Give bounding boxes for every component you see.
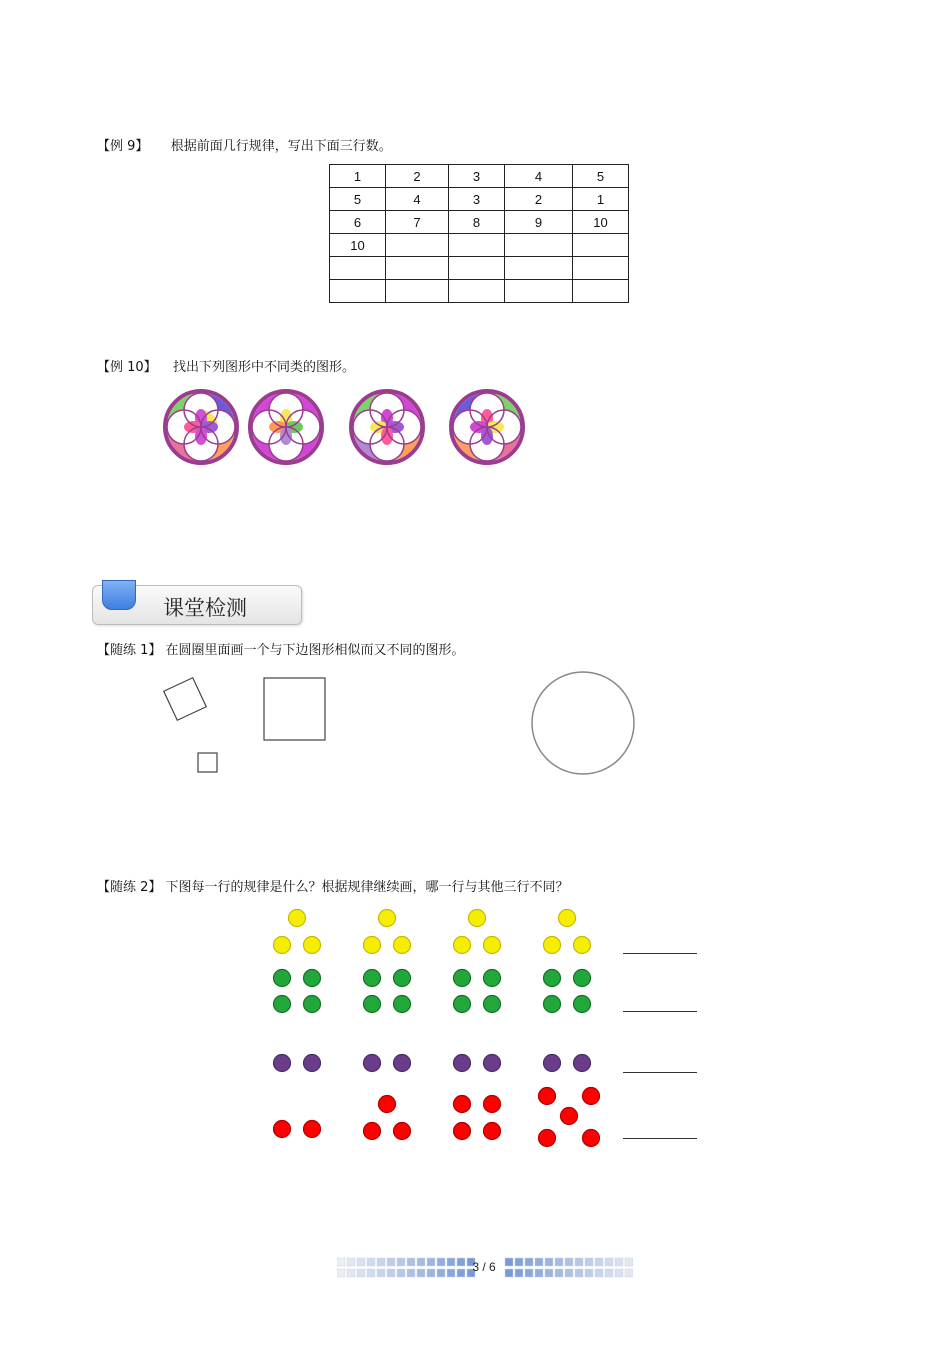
pattern-dot bbox=[364, 970, 381, 987]
pattern-dot bbox=[574, 937, 591, 954]
example-10-label: 【例 10】 bbox=[97, 360, 157, 375]
answer-circle[interactable] bbox=[532, 672, 634, 774]
pattern-dot bbox=[304, 1121, 321, 1138]
small-square-shape bbox=[198, 753, 217, 772]
table-cell: 2 bbox=[386, 165, 449, 188]
table-cell[interactable] bbox=[386, 234, 449, 257]
pager-square bbox=[367, 1258, 375, 1266]
pattern-dot bbox=[484, 996, 501, 1013]
example-9-label: 【例 9】 bbox=[97, 139, 149, 154]
table-cell[interactable] bbox=[505, 280, 573, 303]
table-row bbox=[330, 280, 629, 303]
pattern-dot bbox=[454, 1123, 471, 1140]
pattern-dot bbox=[304, 937, 321, 954]
pattern-dot bbox=[304, 996, 321, 1013]
pager-square bbox=[357, 1269, 365, 1277]
pager-square bbox=[407, 1269, 415, 1277]
pattern-dot bbox=[469, 910, 486, 927]
table-cell[interactable] bbox=[505, 257, 573, 280]
pager-square bbox=[625, 1258, 633, 1266]
pattern-dot bbox=[304, 1055, 321, 1072]
example-10-text: 找出下列图形中不同类的图形。 bbox=[172, 360, 355, 375]
pager-square bbox=[605, 1258, 613, 1266]
pattern-dot bbox=[544, 970, 561, 987]
table-row bbox=[330, 257, 629, 280]
pattern-dot bbox=[274, 937, 291, 954]
pager-square bbox=[605, 1269, 613, 1277]
table-cell: 7 bbox=[386, 211, 449, 234]
pattern-dot bbox=[574, 970, 591, 987]
table-cell: 5 bbox=[573, 165, 629, 188]
pattern-dot bbox=[454, 970, 471, 987]
pattern-dot bbox=[574, 1055, 591, 1072]
pattern-dot bbox=[539, 1130, 556, 1147]
example-10-heading bbox=[97, 360, 355, 376]
drill-2-label: 【随练 2】 bbox=[97, 880, 162, 895]
table-cell[interactable] bbox=[330, 257, 386, 280]
pattern-dot bbox=[364, 996, 381, 1013]
answer-line-row-3[interactable] bbox=[623, 1072, 697, 1073]
pattern-dot bbox=[484, 1096, 501, 1113]
number-pattern-table bbox=[329, 164, 629, 303]
pattern-dot bbox=[574, 996, 591, 1013]
pattern-dot bbox=[364, 1055, 381, 1072]
answer-line-row-4[interactable] bbox=[623, 1138, 697, 1139]
pager-square bbox=[427, 1258, 435, 1266]
pattern-dot bbox=[484, 1123, 501, 1140]
pager-square bbox=[447, 1269, 455, 1277]
pager-square bbox=[625, 1269, 633, 1277]
table-cell: 3 bbox=[449, 188, 505, 211]
tilted-square-shape bbox=[164, 678, 207, 721]
pattern-dot bbox=[289, 910, 306, 927]
pattern-dot bbox=[274, 996, 291, 1013]
section-title: 课堂检测 bbox=[163, 596, 247, 620]
pattern-dot bbox=[454, 1055, 471, 1072]
page-indicator bbox=[337, 1257, 633, 1279]
pattern-dot bbox=[544, 996, 561, 1013]
drill-1-text: 在圆圈里面画一个与下边图形相似而又不同的图形。 bbox=[165, 643, 465, 658]
pattern-dot bbox=[379, 1096, 396, 1113]
table-cell[interactable] bbox=[573, 280, 629, 303]
pager-square bbox=[447, 1258, 455, 1266]
pager-square bbox=[555, 1258, 563, 1266]
flower-figure-3 bbox=[351, 391, 423, 463]
table-cell: 5 bbox=[330, 188, 386, 211]
pager-square bbox=[545, 1269, 553, 1277]
pager-square bbox=[535, 1269, 543, 1277]
pager-square bbox=[347, 1258, 355, 1266]
pattern-dot bbox=[583, 1130, 600, 1147]
pager-square bbox=[377, 1269, 385, 1277]
pager-square bbox=[367, 1269, 375, 1277]
pager-square bbox=[407, 1258, 415, 1266]
table-cell[interactable] bbox=[449, 280, 505, 303]
pager-square bbox=[397, 1269, 405, 1277]
table-cell: 10 bbox=[330, 234, 386, 257]
table-cell: 1 bbox=[573, 188, 629, 211]
pager-square bbox=[437, 1258, 445, 1266]
answer-line-row-2[interactable] bbox=[623, 1011, 697, 1012]
pager-square bbox=[377, 1258, 385, 1266]
table-cell: 4 bbox=[505, 165, 573, 188]
pattern-dot bbox=[484, 937, 501, 954]
flower-figure-4 bbox=[451, 391, 523, 463]
pattern-dot bbox=[544, 1055, 561, 1072]
pager-square bbox=[417, 1269, 425, 1277]
pager-square bbox=[337, 1258, 345, 1266]
table-cell[interactable] bbox=[330, 280, 386, 303]
pattern-dot bbox=[394, 1055, 411, 1072]
pager-square bbox=[525, 1269, 533, 1277]
pager-square bbox=[585, 1269, 593, 1277]
pager-square bbox=[615, 1269, 623, 1277]
table-row bbox=[330, 165, 629, 188]
table-cell[interactable] bbox=[573, 257, 629, 280]
pattern-dot bbox=[274, 1055, 291, 1072]
drill-1-label: 【随练 1】 bbox=[97, 643, 162, 658]
table-cell: 6 bbox=[330, 211, 386, 234]
table-cell: 9 bbox=[505, 211, 573, 234]
pager-square bbox=[417, 1258, 425, 1266]
table-cell[interactable] bbox=[573, 234, 629, 257]
pattern-dot bbox=[454, 1096, 471, 1113]
pager-square bbox=[595, 1258, 603, 1266]
large-square-shape bbox=[264, 678, 325, 740]
pager-square bbox=[535, 1258, 543, 1266]
flower-figure-2 bbox=[250, 391, 322, 463]
pattern-dot bbox=[274, 1121, 291, 1138]
pager-square bbox=[387, 1269, 395, 1277]
pager-square bbox=[387, 1258, 395, 1266]
pattern-dot bbox=[484, 1055, 501, 1072]
pattern-dot bbox=[274, 970, 291, 987]
drill-2-text: 下图每一行的规律是什么？根据规律继续画，哪一行与其他三行不同？ bbox=[165, 880, 569, 895]
pager-square bbox=[357, 1258, 365, 1266]
table-cell[interactable] bbox=[449, 257, 505, 280]
pager-square bbox=[575, 1269, 583, 1277]
pattern-dot bbox=[539, 1088, 556, 1105]
pager-square bbox=[437, 1269, 445, 1277]
table-cell[interactable] bbox=[386, 280, 449, 303]
pattern-dot bbox=[304, 970, 321, 987]
pattern-dot bbox=[379, 910, 396, 927]
bookmark-tab-icon bbox=[102, 580, 136, 610]
drill-2-heading bbox=[97, 880, 569, 896]
pager-square bbox=[575, 1258, 583, 1266]
example-9-heading bbox=[97, 139, 392, 155]
pager-square bbox=[565, 1258, 573, 1266]
page-number: 3 / 6 bbox=[472, 1260, 496, 1274]
table-cell: 10 bbox=[573, 211, 629, 234]
pager-square bbox=[347, 1269, 355, 1277]
pattern-dot bbox=[561, 1108, 578, 1125]
pattern-dot bbox=[454, 937, 471, 954]
pager-square bbox=[525, 1258, 533, 1266]
pattern-dot bbox=[583, 1088, 600, 1105]
pager-square bbox=[515, 1258, 523, 1266]
section-banner bbox=[92, 585, 302, 625]
pager-square bbox=[545, 1258, 553, 1266]
pager-square bbox=[337, 1269, 345, 1277]
pager-square bbox=[427, 1269, 435, 1277]
pager-square bbox=[585, 1258, 593, 1266]
pattern-dot bbox=[484, 970, 501, 987]
pager-square bbox=[615, 1258, 623, 1266]
pattern-dot bbox=[544, 937, 561, 954]
pager-square bbox=[565, 1269, 573, 1277]
table-cell[interactable] bbox=[386, 257, 449, 280]
table-cell: 4 bbox=[386, 188, 449, 211]
table-cell[interactable] bbox=[449, 234, 505, 257]
pattern-dot bbox=[559, 910, 576, 927]
flower-figures bbox=[160, 385, 530, 470]
pattern-dot bbox=[394, 937, 411, 954]
drill-1-heading bbox=[97, 643, 465, 659]
pager-square bbox=[555, 1269, 563, 1277]
pattern-dot bbox=[394, 1123, 411, 1140]
table-row bbox=[330, 234, 629, 257]
answer-line-row-1[interactable] bbox=[623, 953, 697, 954]
pattern-dot bbox=[454, 996, 471, 1013]
pattern-dot bbox=[394, 970, 411, 987]
drill-1-figures bbox=[160, 670, 650, 780]
table-cell: 2 bbox=[505, 188, 573, 211]
pager-square bbox=[595, 1269, 603, 1277]
pager-square bbox=[515, 1269, 523, 1277]
example-9-text: 根据前面几行规律，写出下面三行数。 bbox=[170, 139, 392, 154]
table-row bbox=[330, 188, 629, 211]
pattern-dot bbox=[364, 937, 381, 954]
table-row bbox=[330, 211, 629, 234]
pattern-dot bbox=[364, 1123, 381, 1140]
table-cell[interactable] bbox=[505, 234, 573, 257]
flower-figure-1 bbox=[165, 391, 237, 463]
pager-square bbox=[397, 1258, 405, 1266]
table-cell: 1 bbox=[330, 165, 386, 188]
table-cell: 3 bbox=[449, 165, 505, 188]
pattern-dot bbox=[394, 996, 411, 1013]
dot-pattern-figure bbox=[260, 900, 620, 1155]
table-cell: 8 bbox=[449, 211, 505, 234]
